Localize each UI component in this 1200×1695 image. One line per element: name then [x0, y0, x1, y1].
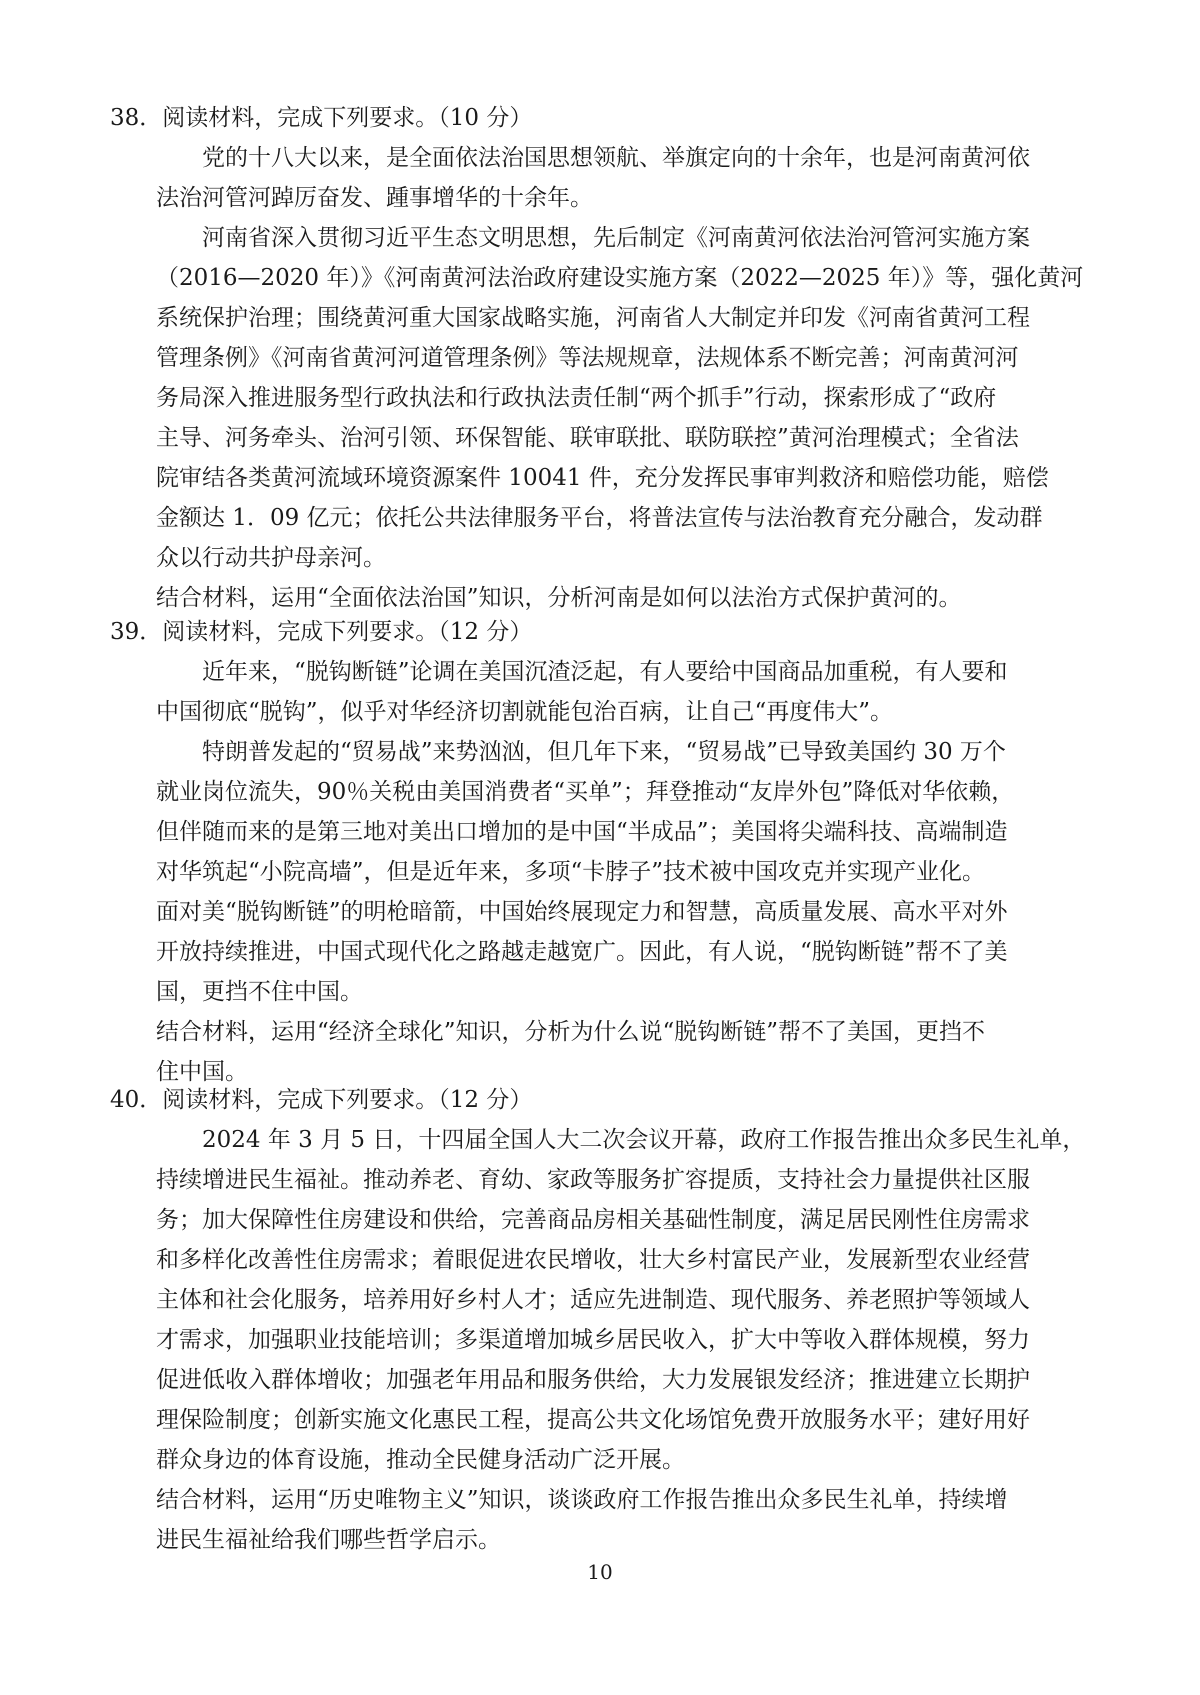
material-line: 对华筑起“小院高墙”，但是近年来，多项“卡脖子”技术被中国攻克并实现产业化。: [156, 859, 986, 885]
material-line: 中国彻底“脱钩”，似乎对华经济切割就能包治百病，让自己“再度伟大”。: [156, 699, 894, 725]
material-line: 院审结各类黄河流域环境资源案件 10041 件，充分发挥民事审判救济和赔偿功能，赔偿: [156, 465, 1049, 491]
question-prompt: 进民生福祉给我们哪些哲学启示。: [156, 1527, 501, 1553]
material-line: 2024 年 3 月 5 日，十四届全国人大二次会议开幕，政府工作报告推出众多民生礼单，: [202, 1127, 1086, 1153]
material-line: 务局深入推进服务型行政执法和行政执法责任制“两个抓手”行动，探索形成了“政府: [156, 385, 997, 411]
material-line: 持续增进民生福祉。推动养老、育幼、家政等服务扩容提质，支持社会力量提供社区服: [156, 1167, 1030, 1193]
material-line: 法治河管河踔厉奋发、踵事增华的十余年。: [156, 185, 593, 211]
material-line: 河南省深入贯彻习近平生态文明思想，先后制定《河南黄河依法治河管河实施方案: [202, 225, 1030, 251]
material-line: 国，更挡不住中国。: [156, 979, 363, 1005]
material-line: 开放持续推进，中国式现代化之路越走越宽广。因此，有人说，“脱钩断链”帮不了美: [156, 939, 1008, 965]
material-line: 但伴随而来的是第三地对美出口增加的是中国“半成品”；美国将尖端科技、高端制造: [156, 819, 1008, 845]
material-line: 特朗普发起的“贸易战”来势汹汹，但几年下来，“贸易战”已导致美国约 30 万个: [202, 739, 1006, 765]
question-heading: 39．阅读材料，完成下列要求。（12 分）: [110, 619, 533, 645]
material-line: 党的十八大以来，是全面依法治国思想领航、举旗定向的十余年，也是河南黄河依: [202, 145, 1030, 171]
question-heading: 38．阅读材料，完成下列要求。（10 分）: [110, 105, 533, 131]
material-line: 主导、河务牵头、治河引领、环保智能、联审联批、联防联控”黄河治理模式；全省法: [156, 425, 1019, 451]
question-prompt: 结合材料，运用“经济全球化”知识，分析为什么说“脱钩断链”帮不了美国，更挡不: [156, 1019, 986, 1045]
material-line: 务；加大保障性住房建设和供给，完善商品房相关基础性制度，满足居民刚性住房需求: [156, 1207, 1030, 1233]
material-line: 众以行动共护母亲河。: [156, 545, 386, 571]
material-line: 群众身边的体育设施，推动全民健身活动广泛开展。: [156, 1447, 685, 1473]
material-line: 主体和社会化服务，培养用好乡村人才；适应先进制造、现代服务、养老照护等领域人: [156, 1287, 1030, 1313]
page-number: 10: [587, 1560, 613, 1584]
question-40: [110, 1080, 1100, 1560]
material-line: 近年来，“脱钩断链”论调在美国沉渣泛起，有人要给中国商品加重税，有人要和: [202, 659, 1008, 685]
question-heading: 40．阅读材料，完成下列要求。（12 分）: [110, 1087, 533, 1113]
material-line: 和多样化改善性住房需求；着眼促进农民增收，壮大乡村富民产业，发展新型农业经营: [156, 1247, 1030, 1273]
question-prompt: 结合材料，运用“全面依法治国”知识，分析河南是如何以法治方式保护黄河的。: [156, 585, 962, 611]
material-line: 系统保护治理；围绕黄河重大国家战略实施，河南省人大制定并印发《河南省黄河工程: [156, 305, 1030, 331]
material-line: 面对美“脱钩断链”的明枪暗箭，中国始终展现定力和智慧，高质量发展、高水平对外: [156, 899, 1008, 925]
material-line: 理保险制度；创新实施文化惠民工程，提高公共文化场馆免费开放服务水平；建好用好: [156, 1407, 1030, 1433]
material-line: 管理条例》《河南省黄河河道管理条例》等法规规章，法规体系不断完善；河南黄河河: [156, 345, 1019, 371]
question-38: [110, 98, 1100, 618]
material-line: （2016—2020 年）》《河南黄河法治政府建设实施方案（2022—2025 年）》等，强化黄河: [156, 265, 1084, 291]
question-prompt: 结合材料，运用“历史唯物主义”知识，谈谈政府工作报告推出众多民生礼单，持续增: [156, 1487, 1008, 1513]
material-line: 就业岗位流失，90％关税由美国消费者“买单”；拜登推动“友岸外包”降低对华依赖，: [156, 779, 1015, 805]
question-prompt: 住中国。: [156, 1059, 248, 1085]
material-line: 金额达 1．09 亿元；依托公共法律服务平台，将普法宣传与法治教育充分融合，发动群: [156, 505, 1043, 531]
material-line: 才需求，加强职业技能培训；多渠道增加城乡居民收入，扩大中等收入群体规模，努力: [156, 1327, 1030, 1353]
material-line: 促进低收入群体增收；加强老年用品和服务供给，大力发展银发经济；推进建立长期护: [156, 1367, 1030, 1393]
question-39: [110, 612, 1100, 1092]
